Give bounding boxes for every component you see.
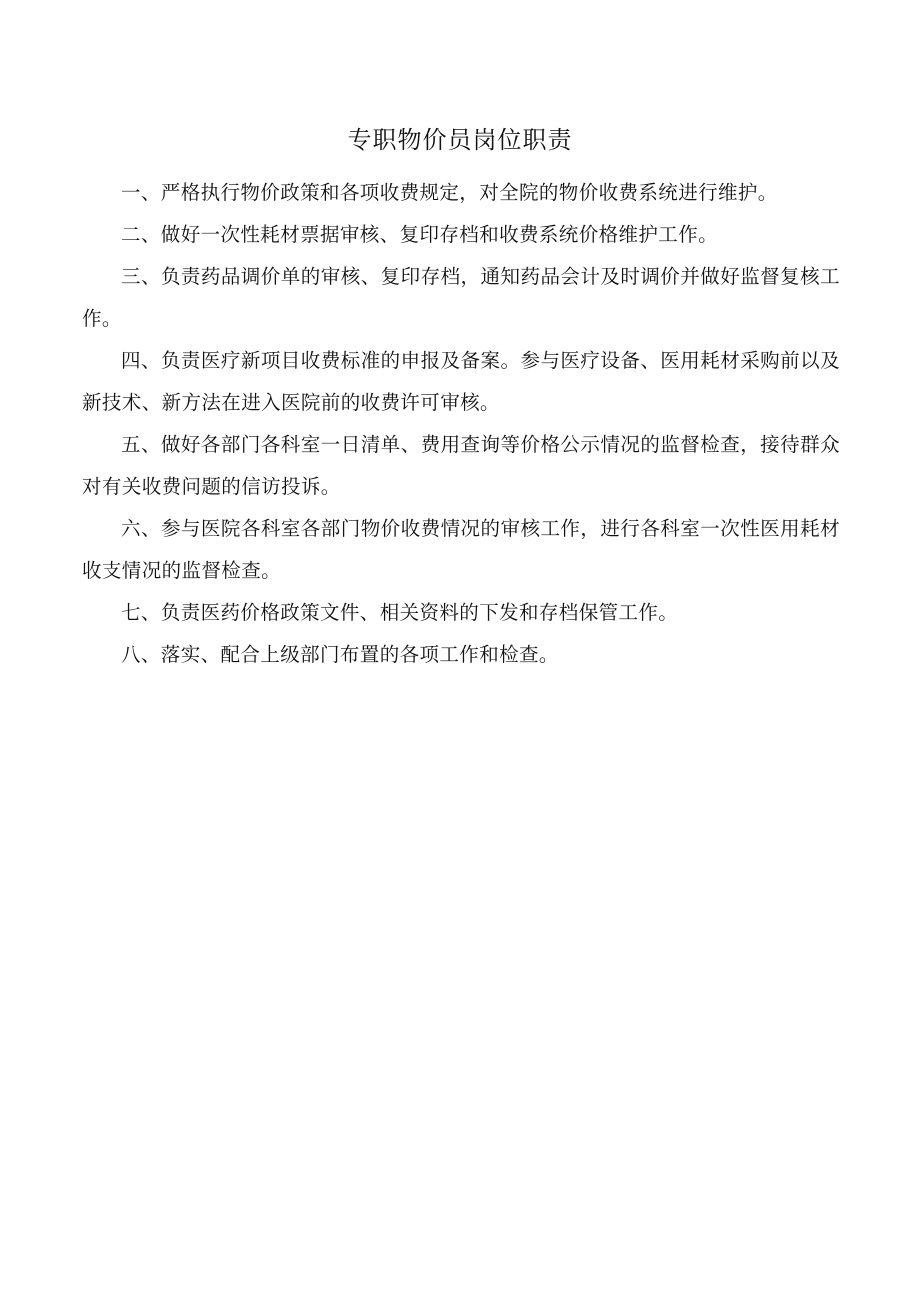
duty-paragraph-4: 四、负责医疗新项目收费标准的申报及备案。参与医疗设备、医用耗材采购前以及新技术、新方法在进入医院前的收费许可审核。 xyxy=(82,349,840,414)
duty-paragraph-1: 一、严格执行物价政策和各项收费规定，对全院的物价收费系统进行维护。 xyxy=(121,181,778,204)
document-body xyxy=(82,172,840,676)
duty-paragraph-3: 三、负责药品调价单的审核、复印存档，通知药品会计及时调价并做好监督复核工作。 xyxy=(82,265,840,330)
duty-paragraph-7: 七、负责医药价格政策文件、相关资料的下发和存档保管工作。 xyxy=(121,601,679,624)
duty-paragraph-6: 六、参与医院各科室各部门物价收费情况的审核工作，进行各科室一次性医用耗材收支情况的监督检查。 xyxy=(82,517,840,582)
duty-paragraph-2: 二、做好一次性耗材票据审核、复印存档和收费系统价格维护工作。 xyxy=(121,223,719,246)
document-title: 专职物价员岗位职责 xyxy=(347,126,573,154)
duty-paragraph-5: 五、做好各部门各科室一日清单、费用查询等价格公示情况的监督检查，接待群众对有关收费问题的信访投诉。 xyxy=(82,433,840,498)
duty-paragraph-8: 八、落实、配合上级部门布置的各项工作和检查。 xyxy=(121,643,559,666)
